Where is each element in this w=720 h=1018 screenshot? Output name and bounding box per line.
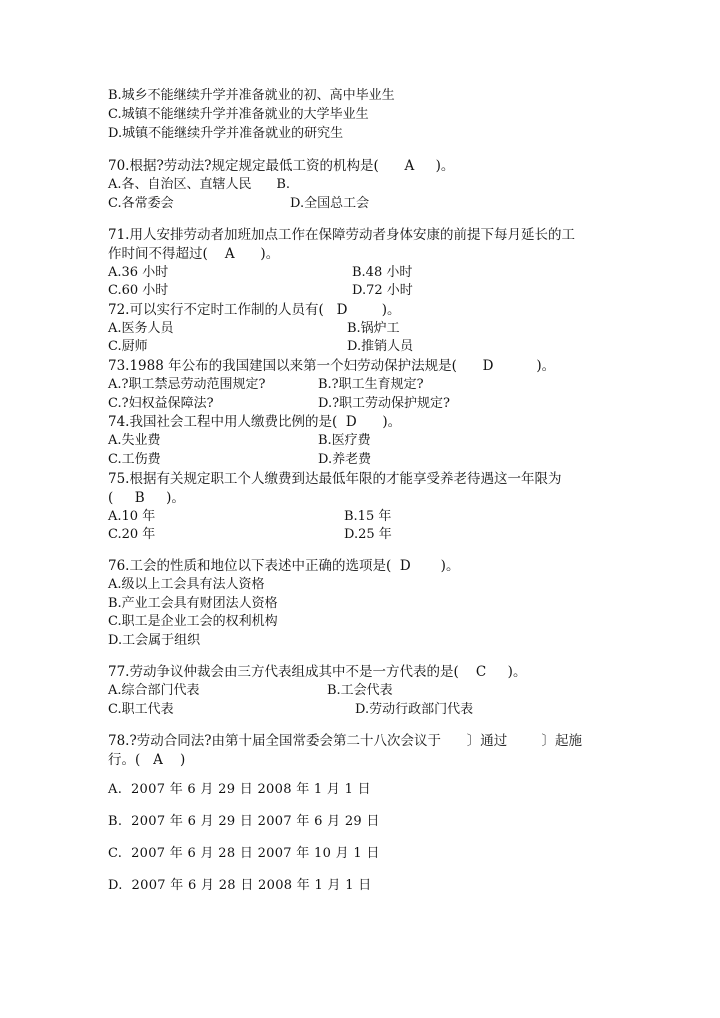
question-75: 75.根据有关规定职工个人缴费到达最低年限的才能享受养老待遇这一年限为 <box>108 471 562 487</box>
option-line: B.15 年 <box>344 509 392 524</box>
question-73: 73.1988 年公布的我国建国以来第一个妇劳动保护法规是( D )。 <box>108 358 556 374</box>
option-line: D.工会属于组织 <box>108 633 201 648</box>
question-76: 76.工会的性质和地位以下表述中正确的选项是( D )。 <box>108 558 460 574</box>
option-line: D.全国总工会 <box>290 196 370 211</box>
question-70: 70.根据?劳动法?规定规定最低工资的机构是( A )。 <box>108 158 455 174</box>
option-line: C.城镇不能继续升学并准备就业的大学毕业生 <box>108 107 369 122</box>
option-line: C.各常委会 <box>108 196 174 211</box>
option-line: D.城镇不能继续升学并准备就业的研究生 <box>108 126 344 141</box>
option-line: A.各、自治区、直辖人民 B. <box>108 177 291 192</box>
option-line: A. 2007 年 6 月 29 日 2008 年 1 月 1 日 <box>108 782 371 797</box>
question-72: 72.可以实行不定时工作制的人员有( D )。 <box>108 302 401 318</box>
option-line: B.工会代表 <box>327 683 393 698</box>
option-line: B.锅炉工 <box>347 321 400 336</box>
option-line: D.?职工劳动保护规定? <box>318 396 451 411</box>
option-line: A.级以上工会具有法人资格 <box>108 577 265 592</box>
option-line: C.20 年 <box>108 527 156 542</box>
question-74: 74.我国社会工程中用人缴费比例的是( D )。 <box>108 414 402 430</box>
option-line: A.10 年 <box>108 509 156 524</box>
option-line: A.失业费 <box>108 433 161 448</box>
option-line: B.城乡不能继续升学并准备就业的初、高中毕业生 <box>108 88 395 103</box>
option-line: B. 2007 年 6 月 29 日 2007 年 6 月 29 日 <box>108 814 380 829</box>
question-78: 78.?劳动合同法?由第十届全国常委会第二十八次会议于 〕通过 〕起施 <box>108 733 583 749</box>
option-line: B.?职工生育规定? <box>318 377 424 392</box>
option-line: B.医疗费 <box>318 433 371 448</box>
option-line: D.25 年 <box>344 527 392 542</box>
option-line: D. 2007 年 6 月 28 日 2008 年 1 月 1 日 <box>108 878 372 893</box>
option-line: D.72 小时 <box>352 283 413 298</box>
option-line: C. 2007 年 6 月 28 日 2007 年 10 月 1 日 <box>108 846 380 861</box>
option-line: C.60 小时 <box>108 283 169 298</box>
question-75-cont: ( B )。 <box>108 490 185 506</box>
option-line: C.?妇权益保障法? <box>108 396 214 411</box>
question-77: 77.劳动争议仲裁会由三方代表组成其中不是一方代表的是( C )。 <box>108 664 527 680</box>
option-line: D.推销人员 <box>347 339 414 354</box>
question-71: 71.用人安排劳动者加班加点工作在保障劳动者身体安康的前提下每月延长的工 <box>108 227 575 243</box>
option-line: A.综合部门代表 <box>108 683 200 698</box>
option-line: C.工伤费 <box>108 452 161 467</box>
option-line: C.职工代表 <box>108 702 174 717</box>
option-line: B.产业工会具有财团法人资格 <box>108 596 278 611</box>
option-line: D.劳动行政部门代表 <box>355 702 474 717</box>
option-line: C.职工是企业工会的权利机构 <box>108 614 278 629</box>
option-line: A.?职工禁忌劳动范围规定? <box>108 377 266 392</box>
option-line: B.48 小时 <box>352 265 413 280</box>
option-line: D.养老费 <box>318 452 372 467</box>
question-71-cont: 作时间不得超过( A )。 <box>108 246 280 262</box>
question-78-cont: 行。( A ) <box>108 752 186 768</box>
option-line: A.医务人员 <box>108 321 174 336</box>
option-line: A.36 小时 <box>108 265 169 280</box>
option-line: C.厨师 <box>108 339 148 354</box>
